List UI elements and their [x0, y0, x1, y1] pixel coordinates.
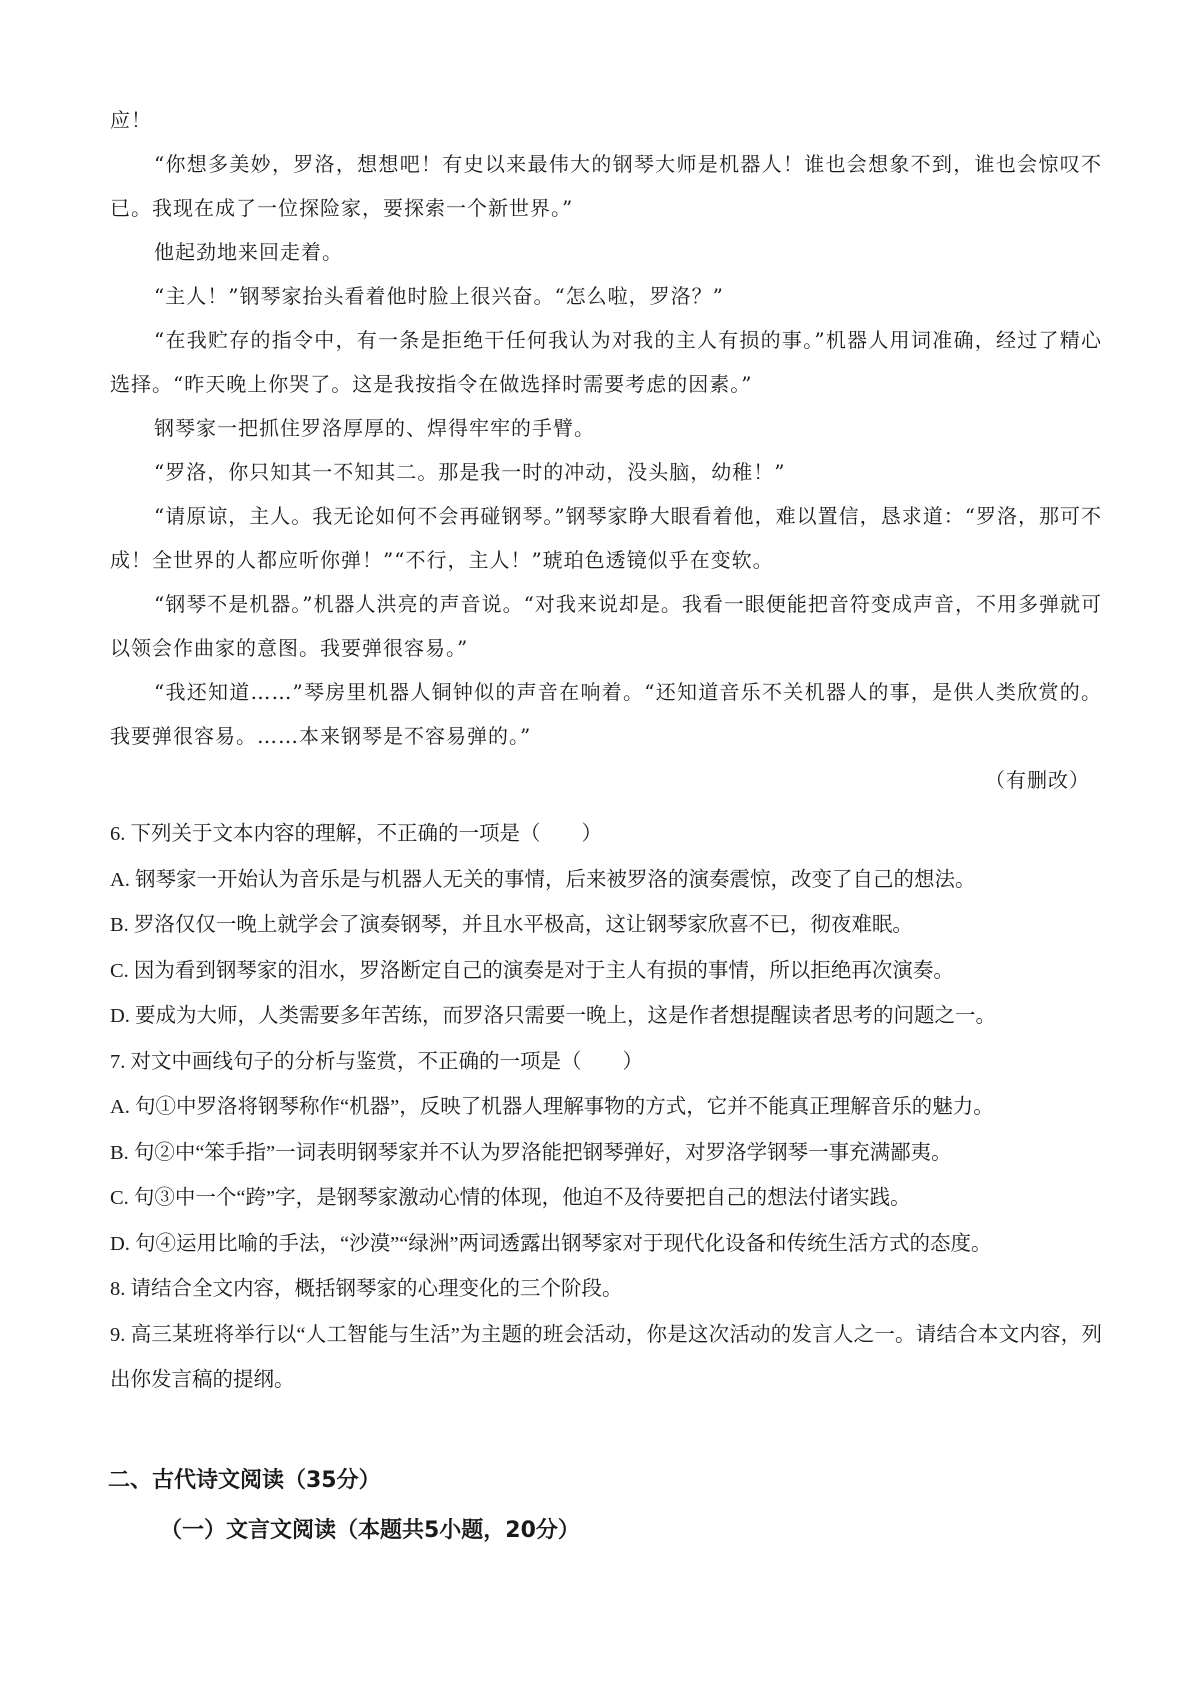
story-paragraph: “钢琴不是机器。”机器人洪亮的声音说。“对我来说却是。我看一眼便能把音符变成声音，不用多弹就可以领会作曲家的意图。我要弹很容易。”: [110, 592, 1102, 660]
story-paragraph: 应！: [110, 108, 152, 132]
story-paragraph: “主人！”钢琴家抬头看着他时脸上很兴奋。“怎么啦，罗洛？”: [154, 284, 724, 308]
question-option: A. 钢琴家一开始认为音乐是与机器人无关的事情，后来被罗洛的演奏震惊，改变了自己的想法。: [110, 868, 976, 891]
story-text: [110, 98, 1102, 802]
story-paragraph: “请原谅，主人。我无论如何不会再碰钢琴。”钢琴家睁大眼看着他，难以置信，恳求道：“罗洛，那可不成！全世界的人都应听你弹！”“不行，主人！”琥珀色透镜似乎在变软。: [110, 504, 1102, 572]
story-paragraph: “在我贮存的指令中，有一条是拒绝干任何我认为对我的主人有损的事。”机器人用词准确，经过了精心选择。“昨天晚上你哭了。这是我按指令在做选择时需要考虑的因素。”: [110, 328, 1102, 396]
story-paragraph: 他起劲地来回走着。: [154, 240, 343, 264]
story-paragraph: 钢琴家一把抓住罗洛厚厚的、焊得牢牢的手臂。: [154, 416, 595, 440]
question-option: C. 因为看到钢琴家的泪水，罗洛断定自己的演奏是对于主人有损的事情，所以拒绝再次演奏。: [110, 959, 954, 982]
question-stem: 6. 下列关于文本内容的理解，不正确的一项是（ ）: [110, 823, 602, 845]
subsection-heading: （一）文言文阅读（本题共5小题，20分）: [160, 1518, 580, 1543]
question-stem: 8. 请结合全文内容，概括钢琴家的心理变化的三个阶段。: [110, 1278, 623, 1300]
story-paragraph: “我还知道……”琴房里机器人铜钟似的声音在响着。“还知道音乐不关机器人的事，是供人类欣赏的。我要弹很容易。……本来钢琴是不容易弹的。”: [110, 680, 1102, 748]
question-option: D. 要成为大师，人类需要多年苦练，而罗洛只需要一晚上，这是作者想提醒读者思考的问题之一。: [110, 1005, 997, 1027]
story-paragraph: “你想多美妙，罗洛，想想吧！有史以来最伟大的钢琴大师是机器人！谁也会想象不到，谁也会惊叹不已。我现在成了一位探险家，要探索一个新世界。”: [110, 152, 1102, 220]
question-option: D. 句④运用比喻的手法，“沙漠”“绿洲”两词透露出钢琴家对于现代化设备和传统生活方式的态度。: [110, 1232, 992, 1255]
question-stem: 7. 对文中画线句子的分析与鉴赏，不正确的一项是（ ）: [110, 1050, 643, 1073]
question-option: A. 句①中罗洛将钢琴称作“机器”，反映了机器人理解事物的方式，它并不能真正理解音乐的魅力。: [110, 1096, 994, 1118]
question-option: C. 句③中一个“跨”字，是钢琴家激动心情的体现，他迫不及待要把自己的想法付诸实践。: [110, 1187, 911, 1209]
question-option: B. 罗洛仅仅一晚上就学会了演奏钢琴，并且水平极高，这让钢琴家欣喜不已，彻夜难眠。: [110, 914, 913, 936]
question-option: B. 句②中“笨手指”一词表明钢琴家并不认为罗洛能把钢琴弹好，对罗洛学钢琴一事充满鄙夷。: [110, 1141, 952, 1164]
story-paragraph: “罗洛，你只知其一不知其二。那是我一时的冲动，没头脑，幼稚！”: [154, 460, 786, 484]
source-note: （有删改）: [985, 768, 1090, 792]
question-list: [110, 812, 1102, 1404]
section-heading: 二、古代诗文阅读（35分）: [108, 1468, 381, 1493]
question-stem: 9. 高三某班将举行以“人工智能与生活”为主题的班会活动，你是这次活动的发言人之一。请结合本文内容，列出你发言稿的提纲。: [110, 1323, 1102, 1391]
